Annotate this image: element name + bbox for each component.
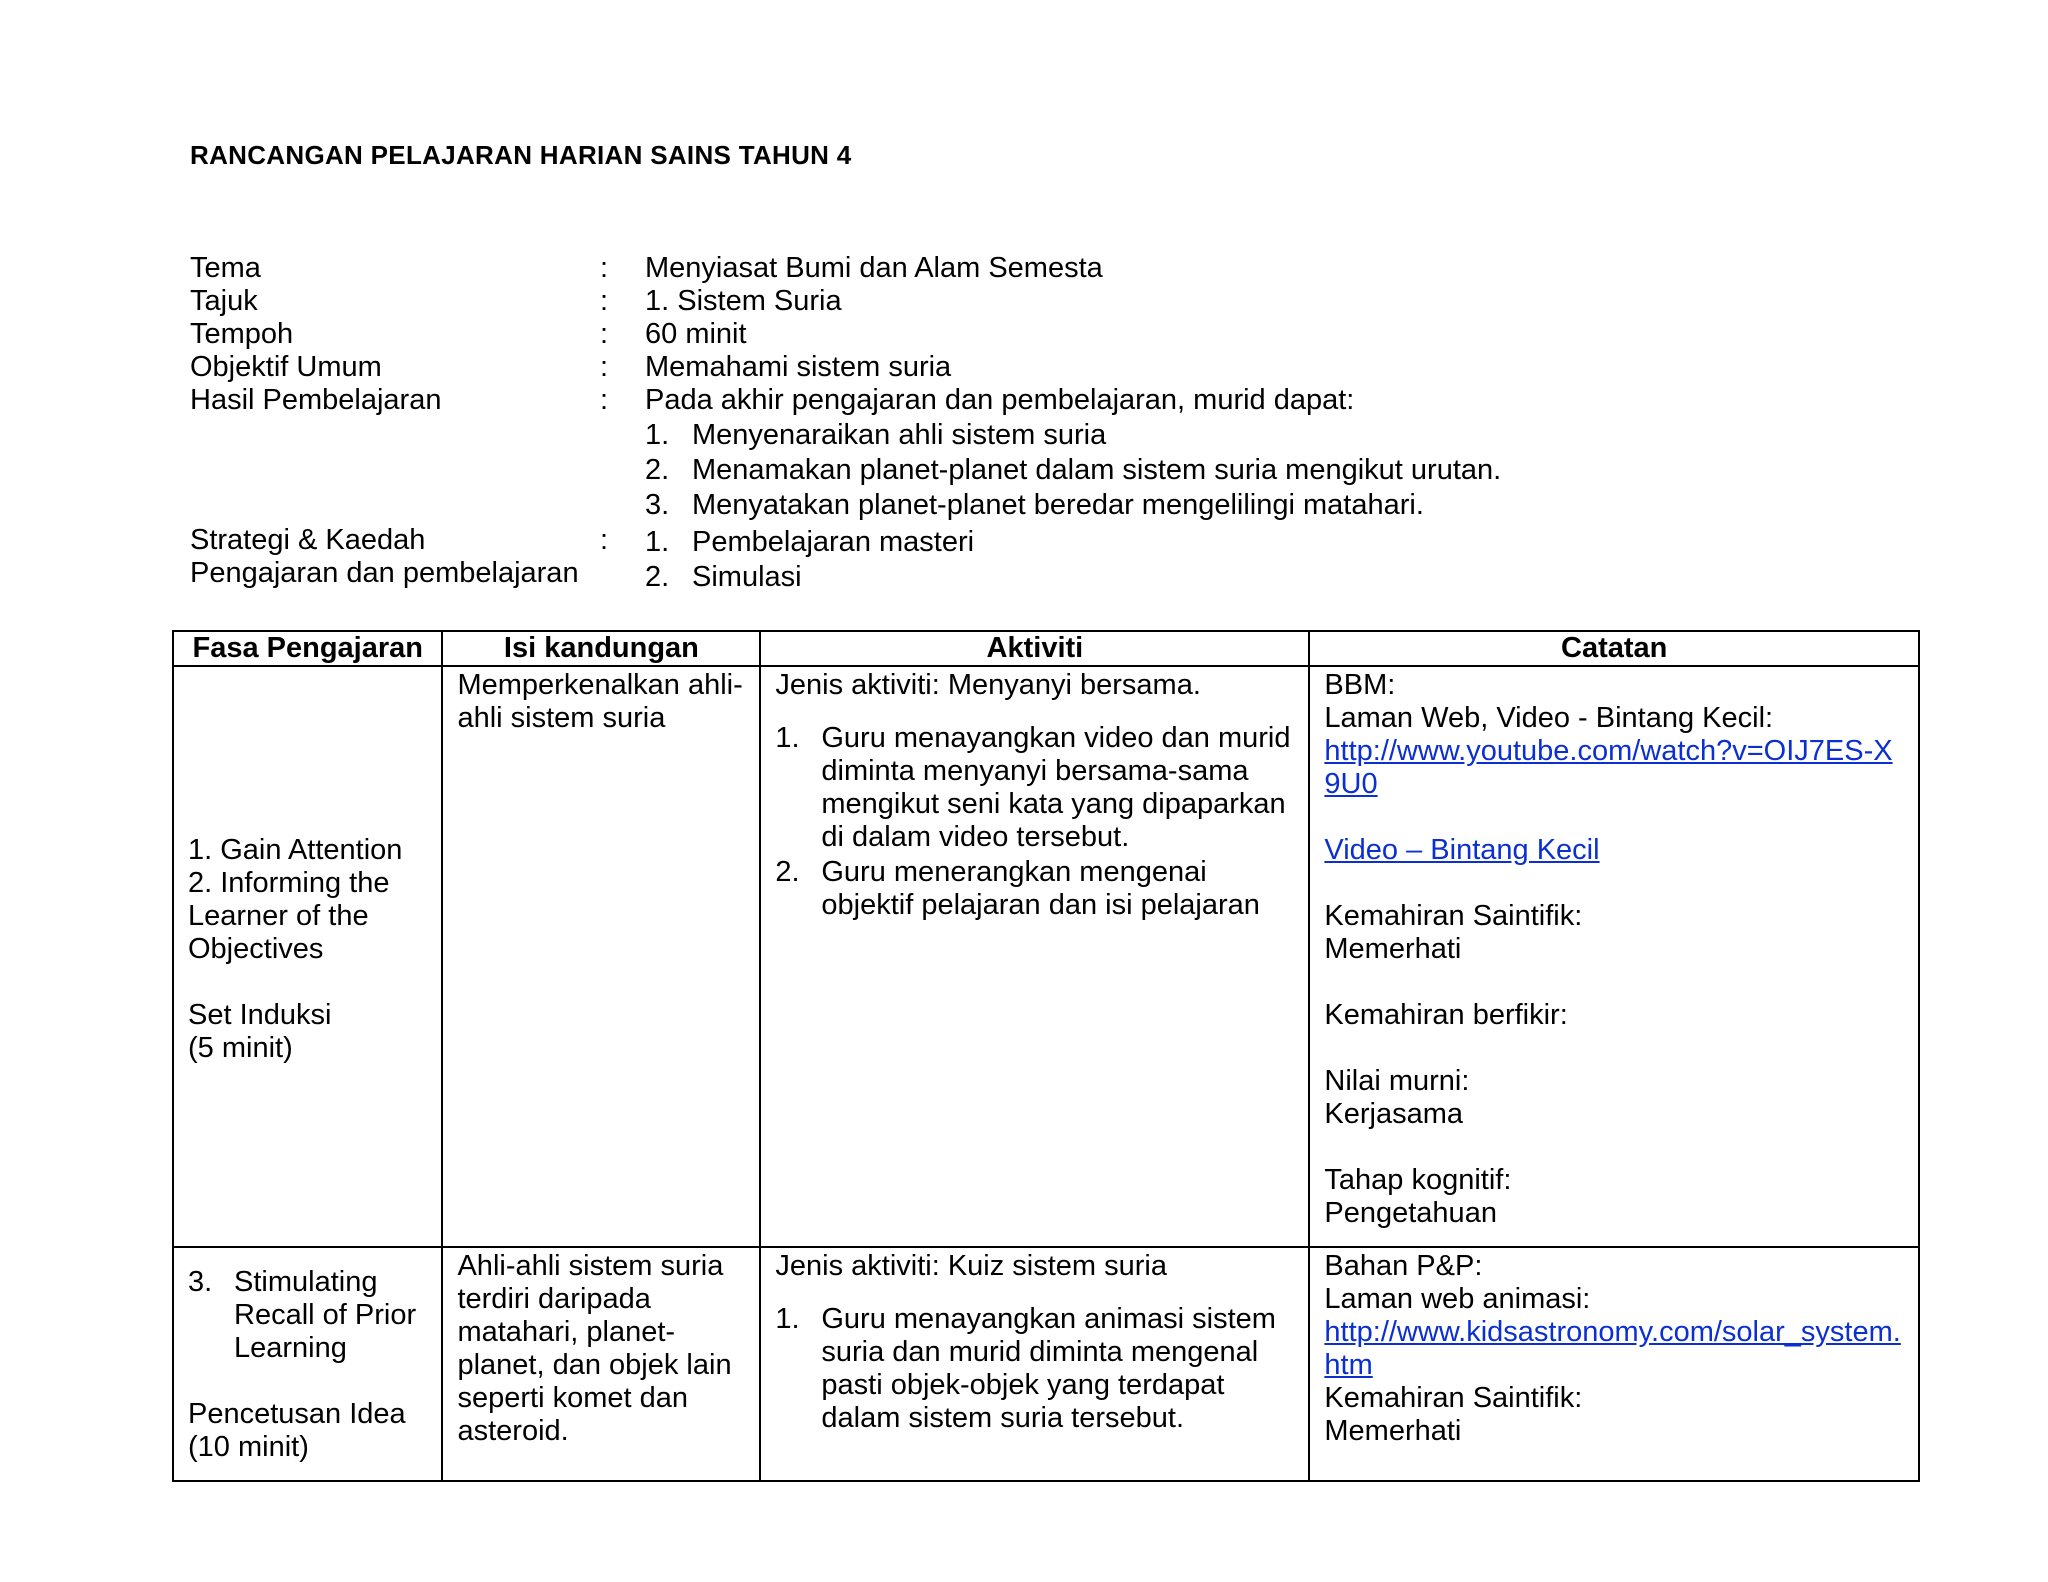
colon: : [600, 285, 609, 317]
video-bintang-kecil-link[interactable]: Video – Bintang Kecil [1324, 834, 1600, 866]
strategi-item: 2. Simulasi [645, 561, 802, 593]
header-catatan: Catatan [1309, 631, 1919, 666]
content-cell: Memperkenalkan ahli-ahli sistem suria [442, 666, 760, 1247]
meta-row-tajuk [190, 285, 1745, 318]
objektif-value: Memahami sistem suria [645, 351, 952, 383]
activity-item: 1. Guru menayangkan video dan murid diminta menyanyi bersama-sama mengikut seni kata yang dipaparkan di dalam video tersebut. [775, 722, 1291, 853]
colon: : [600, 318, 609, 350]
table-row [173, 666, 1919, 1247]
tajuk-value: 1. Sistem Suria [645, 285, 842, 317]
notes-cell: BBM: Laman Web, Video - Bintang Kecil: http://www.youtube.com/watch?v=OIJ7ES-X9U0 Video – Bintang Kecil Kemahiran Saintifik: Memerhati Kemahiran berfikir: Nilai murni: Kerjasama Tahap kognitif: Pengetahuan [1309, 666, 1919, 1247]
meta-row-hasil [190, 384, 1745, 522]
hasil-item: 2. Menamakan planet-planet dalam sistem suria mengikut urutan. [645, 454, 1502, 486]
activity-cell [760, 1247, 1309, 1481]
header-isi: Isi kandungan [442, 631, 760, 666]
phase-stage: Set Induksi [188, 999, 332, 1031]
tempoh-value: 60 minit [645, 318, 747, 350]
strategi-label: Strategi & Kaedah [190, 524, 426, 556]
meta-row-tempoh [190, 318, 1745, 351]
activity-type: Jenis aktiviti: Menyanyi bersama. [775, 669, 1201, 701]
phase-cell: 3. Stimulating Recall of Prior Learning Pencetusan Idea (10 minit) [173, 1247, 442, 1481]
tema-label: Tema [190, 252, 261, 284]
table-row [173, 1247, 1919, 1481]
meta-row-tema [190, 252, 1745, 285]
tempoh-label: Tempoh [190, 318, 294, 350]
objektif-label: Objektif Umum [190, 351, 382, 383]
hasil-label: Hasil Pembelajaran [190, 384, 442, 416]
lesson-meta [190, 252, 1745, 594]
strategi-item: 1. Pembelajaran masteri [645, 526, 975, 558]
phase-cell: 1. Gain Attention 2. Informing the Learner of the Objectives Set Induksi (5 minit) [173, 666, 442, 1247]
notes-cell: Bahan P&P: Laman web animasi: http://www.kidsastronomy.com/solar_system.htm Kemahiran Saintifik: Memerhati [1309, 1247, 1919, 1481]
table-header-row [173, 631, 1919, 666]
colon: : [600, 351, 609, 383]
activity-item: 1. Guru menayangkan animasi sistem suria dan murid diminta mengenal pasti objek-objek yang terdapat dalam sistem suria tersebut. [775, 1303, 1276, 1434]
phase-time: (10 minit) [188, 1431, 309, 1463]
tajuk-label: Tajuk [190, 285, 258, 317]
activity-cell [760, 666, 1309, 1247]
meta-row-objektif [190, 351, 1745, 384]
colon: : [600, 252, 609, 284]
colon: : [600, 524, 609, 556]
phase-time: (5 minit) [188, 1032, 293, 1064]
phase-stage: Pencetusan Idea [188, 1398, 406, 1430]
colon: : [600, 384, 609, 416]
hasil-value: Pada akhir pengajaran dan pembelajaran, murid dapat: [645, 384, 1355, 416]
tema-value: Menyiasat Bumi dan Alam Semesta [645, 252, 1103, 284]
hasil-item: 3. Menyatakan planet-planet beredar mengelilingi matahari. [645, 489, 1424, 521]
kidsastronomy-link[interactable]: http://www.kidsastronomy.com/solar_system.htm [1324, 1316, 1901, 1381]
hasil-item: 1. Menyenaraikan ahli sistem suria [645, 419, 1107, 451]
meta-row-strategi [190, 524, 1745, 594]
strategi-label-2: Pengajaran dan pembelajaran [190, 557, 579, 589]
youtube-link[interactable]: http://www.youtube.com/watch?v=OIJ7ES-X9U0 [1324, 735, 1893, 800]
activity-type: Jenis aktiviti: Kuiz sistem suria [775, 1250, 1167, 1282]
content-cell: Ahli-ahli sistem suria terdiri daripada matahari, planet-planet, dan objek lain seperti komet dan asteroid. [442, 1247, 760, 1481]
document-title: RANCANGAN PELAJARAN HARIAN SAINS TAHUN 4 [190, 140, 852, 170]
lesson-table [172, 630, 1920, 1482]
header-fasa: Fasa Pengajaran [173, 631, 442, 666]
header-aktiviti: Aktiviti [760, 631, 1309, 666]
activity-item: 2. Guru menerangkan mengenai objektif pelajaran dan isi pelajaran [775, 856, 1260, 921]
